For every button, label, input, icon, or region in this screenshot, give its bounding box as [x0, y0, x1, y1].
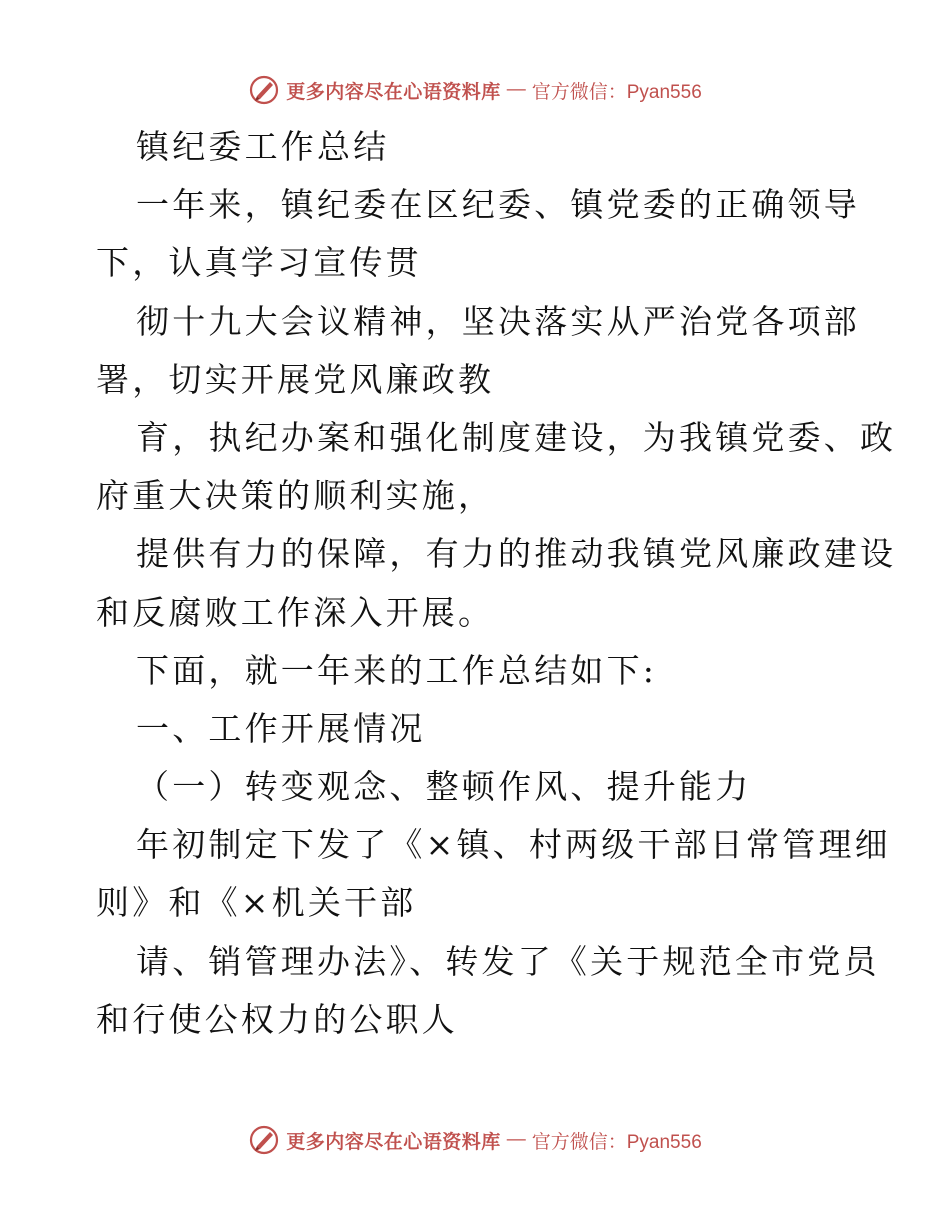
watermark-suffix: 官方微信：Pyan556 — [531, 1131, 702, 1153]
watermark-main-text: 更多内容尽在心语资料库 — [286, 80, 501, 103]
paragraph-line: 则》和《×机关干部 — [96, 883, 417, 923]
paragraph-line: 下，认真学习宣传贯 — [96, 243, 422, 283]
header-watermark — [0, 70, 950, 110]
doc-title: 镇纪委工作总结 — [136, 127, 390, 166]
watermark-dash: — — [506, 79, 526, 100]
paragraph-line: 彻十九大会议精神，坚决落实从严治党各项部 — [136, 301, 860, 341]
paragraph-line: 和反腐败工作深入开展。 — [96, 592, 495, 632]
paragraph-line: 府重大决策的顺利实施， — [96, 476, 495, 516]
paragraph-line: 下面，就一年来的工作总结如下: — [136, 650, 658, 690]
paragraph-line: 署，切实开展党风廉政教 — [96, 359, 495, 399]
paragraph-line: 提供有力的保障，有力的推动我镇党风廉政建设 — [136, 534, 897, 574]
paragraph-line: 育，执纪办案和强化制度建设，为我镇党委、政 — [136, 417, 897, 457]
subsection-heading: （一）转变观念、整顿作风、提升能力 — [136, 767, 752, 807]
document-body — [96, 118, 897, 1049]
watermark-main-text: 更多内容尽在心语资料库 — [286, 1130, 501, 1153]
watermark-suffix: 官方微信：Pyan556 — [531, 81, 702, 103]
paragraph-line: 请、销管理办法》、转发了《关于规范全市党员 — [136, 941, 880, 981]
pen-logo-icon — [248, 1124, 280, 1156]
section-heading: 一、工作开展情况 — [136, 708, 426, 748]
pen-logo-icon — [248, 74, 280, 106]
watermark-dash: — — [506, 1129, 526, 1150]
paragraph-line: 一年来，镇纪委在区纪委、镇党委的正确领导 — [136, 185, 860, 225]
paragraph-line: 和行使公权力的公职人 — [96, 999, 458, 1039]
footer-watermark — [0, 1120, 950, 1160]
paragraph-line: 年初制定下发了《×镇、村两级干部日常管理细 — [136, 825, 891, 865]
